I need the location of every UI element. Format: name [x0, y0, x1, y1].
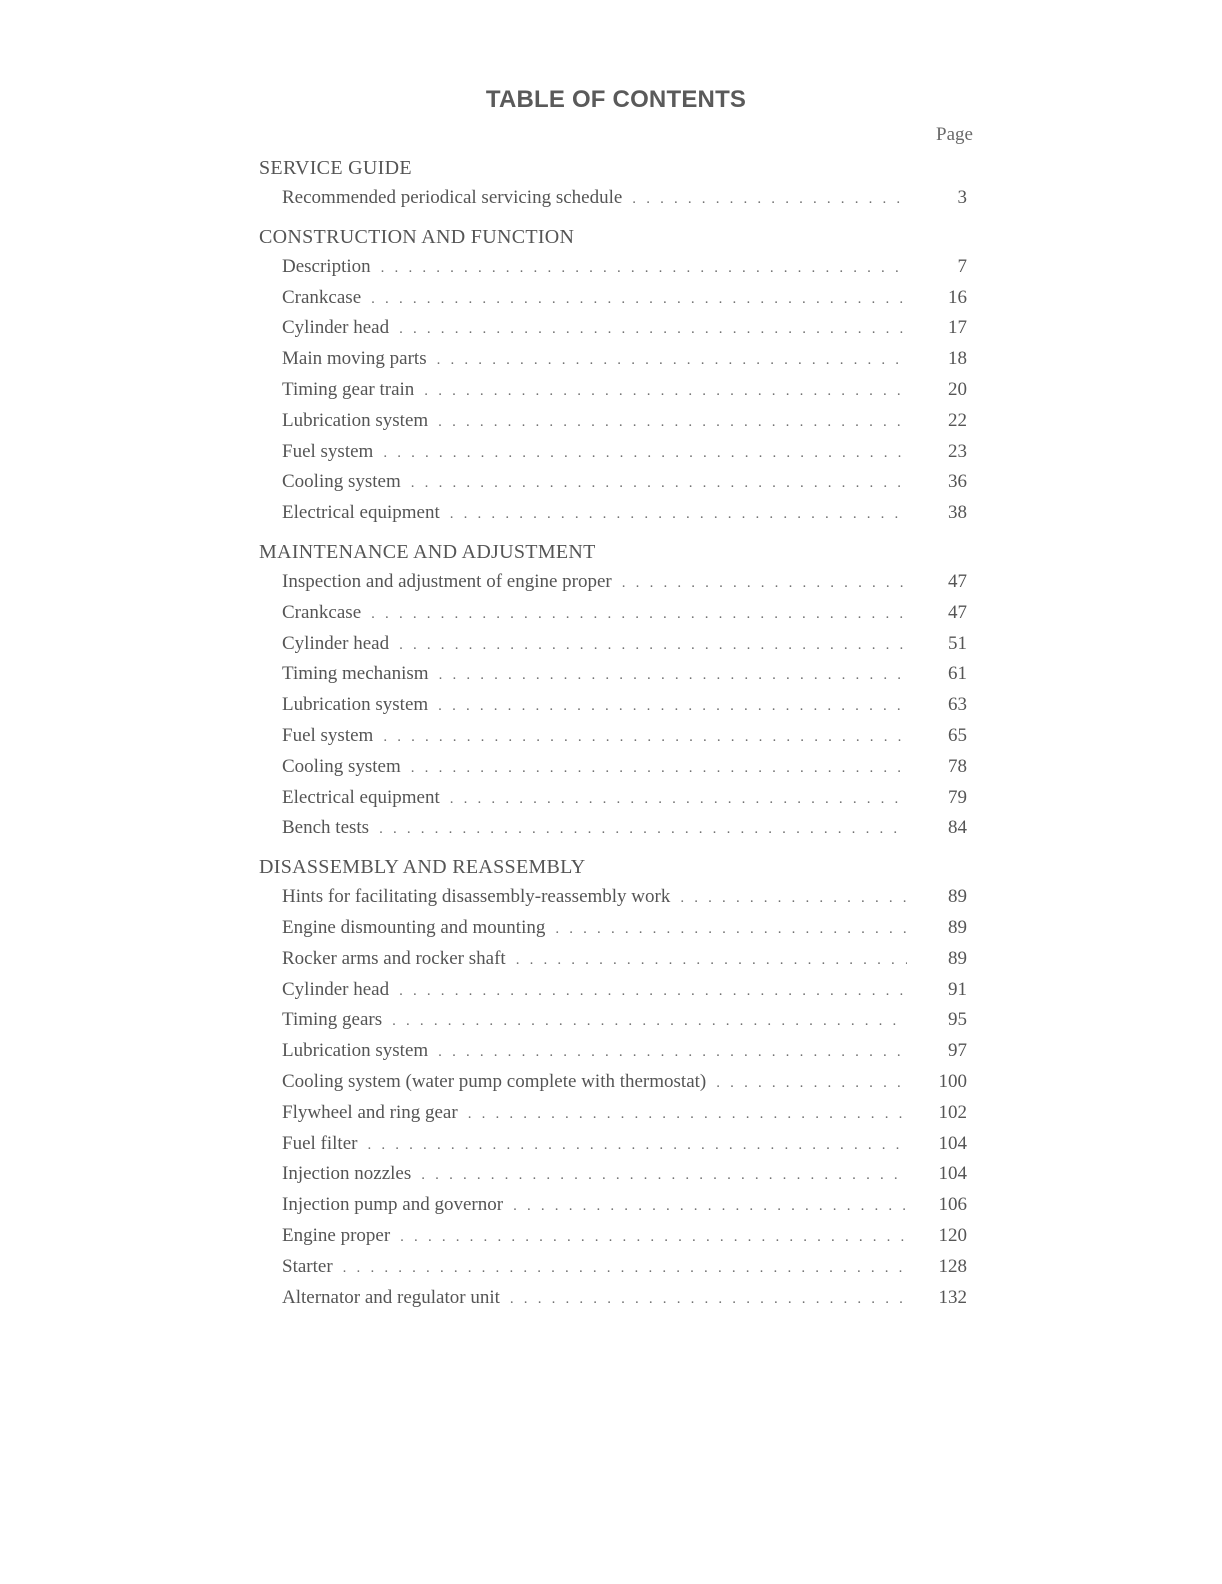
- toc-entry[interactable]: [259, 1159, 971, 1190]
- toc-entry-page-number: 63: [948, 694, 967, 716]
- toc-entry[interactable]: [259, 467, 971, 498]
- dot-leader: [421, 1160, 907, 1191]
- dot-leader: [438, 407, 907, 438]
- dot-leader: [399, 630, 907, 661]
- toc-entry-label: Timing gear train: [282, 378, 415, 400]
- toc-entry-label: Lubrication system: [282, 1040, 429, 1062]
- toc-entry-label: Description: [282, 255, 371, 277]
- toc-entry-label: Electrical equipment: [282, 786, 440, 808]
- toc-entry-page-number: 47: [948, 601, 967, 623]
- toc-entry-page-number: 128: [938, 1255, 967, 1277]
- toc-entry-page-number: 17: [948, 317, 967, 339]
- toc-entry-label: Rocker arms and rocker shaft: [282, 947, 506, 969]
- toc-entry[interactable]: [259, 721, 971, 752]
- toc-entry-page-number: 51: [948, 632, 967, 654]
- toc-entry[interactable]: [259, 406, 971, 437]
- toc-entry-label: Inspection and adjustment of engine proper: [282, 570, 612, 592]
- dot-leader: [716, 1068, 907, 1099]
- toc-entry[interactable]: [259, 690, 971, 721]
- toc-entry-page-number: 91: [948, 978, 967, 1000]
- toc-entry[interactable]: [259, 1129, 971, 1160]
- section-title: CONSTRUCTION AND FUNCTION: [259, 225, 575, 248]
- toc-entry-page-number: 89: [948, 886, 967, 908]
- toc-entry-label: Engine dismounting and mounting: [282, 916, 546, 938]
- dot-leader: [400, 1222, 907, 1253]
- section-title: MAINTENANCE AND ADJUSTMENT: [259, 540, 596, 563]
- toc-entry[interactable]: [259, 252, 971, 283]
- toc-entry-page-number: 23: [948, 440, 967, 462]
- toc-entry-label: Timing gears: [282, 1009, 383, 1031]
- section-gap: [259, 214, 971, 222]
- section-title: SERVICE GUIDE: [259, 157, 412, 179]
- toc-entry-label: Flywheel and ring gear: [282, 1101, 458, 1123]
- toc-entry-page-number: 102: [938, 1101, 967, 1123]
- dot-leader: [437, 345, 907, 376]
- dot-leader: [379, 814, 907, 845]
- toc-entry-page-number: 120: [938, 1224, 967, 1246]
- toc-entry[interactable]: [259, 913, 971, 944]
- toc-entry[interactable]: [259, 882, 971, 913]
- toc-entry-label: Cooling system: [282, 755, 401, 777]
- page-column-heading: Page: [936, 124, 973, 145]
- toc-entry-page-number: 47: [948, 570, 967, 592]
- toc-entry-label: Fuel system: [282, 440, 374, 462]
- toc-entry-page-number: 100: [938, 1070, 967, 1092]
- toc-entry-page-number: 97: [948, 1040, 967, 1062]
- dot-leader: [680, 883, 907, 914]
- dot-leader: [450, 784, 907, 815]
- toc-entry[interactable]: [259, 313, 971, 344]
- toc-entry[interactable]: [259, 1005, 971, 1036]
- toc-entry[interactable]: [259, 629, 971, 660]
- toc-entry-page-number: 104: [938, 1163, 967, 1185]
- toc-entry[interactable]: [259, 659, 971, 690]
- toc-entry-page-number: 22: [948, 409, 967, 431]
- toc-entry-label: Cooling system (water pump complete with thermostat): [282, 1070, 707, 1092]
- toc-entry-page-number: 89: [948, 916, 967, 938]
- toc-entry[interactable]: [259, 437, 971, 468]
- toc-entry-label: Timing mechanism: [282, 663, 429, 685]
- toc-entry[interactable]: [259, 752, 971, 783]
- dot-leader: [371, 284, 907, 315]
- toc-entry-label: Starter: [282, 1255, 333, 1277]
- toc-entry-page-number: 89: [948, 947, 967, 969]
- toc-entry-page-number: 16: [948, 286, 967, 308]
- toc-entry[interactable]: [259, 1036, 971, 1067]
- toc-entry-label: Hints for facilitating disassembly-reassembly work: [282, 886, 671, 908]
- toc-entry[interactable]: [259, 944, 971, 975]
- section-gap: [259, 529, 971, 537]
- toc-entry[interactable]: [259, 1221, 971, 1252]
- dot-leader: [424, 376, 907, 407]
- dot-leader: [343, 1253, 907, 1284]
- table-of-contents: [259, 153, 971, 1313]
- toc-entry[interactable]: [259, 1067, 971, 1098]
- toc-entry-page-number: 7: [957, 255, 967, 277]
- dot-leader: [438, 1037, 907, 1068]
- toc-entry[interactable]: [259, 283, 971, 314]
- toc-entry[interactable]: [259, 1252, 971, 1283]
- dot-leader: [371, 599, 907, 630]
- toc-entry-label: Cylinder head: [282, 978, 390, 1000]
- dot-leader: [399, 314, 907, 345]
- toc-entry[interactable]: [259, 598, 971, 629]
- dot-leader: [622, 568, 907, 599]
- toc-entry-label: Bench tests: [282, 817, 370, 839]
- dot-leader: [632, 184, 907, 215]
- dot-leader: [510, 1284, 907, 1315]
- toc-entry-label: Lubrication system: [282, 694, 429, 716]
- toc-entry-label: Fuel filter: [282, 1132, 358, 1154]
- toc-entry-page-number: 79: [948, 786, 967, 808]
- toc-entry-label: Crankcase: [282, 601, 362, 623]
- toc-entry-page-number: 84: [948, 817, 967, 839]
- dot-leader: [439, 660, 907, 691]
- dot-leader: [383, 722, 907, 753]
- dot-leader: [392, 1006, 907, 1037]
- toc-entry-page-number: 36: [948, 471, 967, 493]
- toc-entry-label: Recommended periodical servicing schedule: [282, 187, 623, 208]
- toc-entry-label: Engine proper: [282, 1224, 391, 1246]
- section-gap: [259, 844, 971, 852]
- toc-entry-label: Cylinder head: [282, 317, 390, 339]
- dot-leader: [516, 945, 907, 976]
- toc-entry-label: Cylinder head: [282, 632, 390, 654]
- toc-entry-label: Alternator and regulator unit: [282, 1286, 500, 1308]
- dot-leader: [450, 499, 907, 530]
- toc-entry-label: Crankcase: [282, 286, 362, 308]
- toc-entry-page-number: 65: [948, 724, 967, 746]
- toc-entry-page-number: 106: [938, 1194, 967, 1216]
- toc-entry-label: Lubrication system: [282, 409, 429, 431]
- toc-entry-label: Injection nozzles: [282, 1163, 412, 1185]
- toc-entry-page-number: 132: [938, 1286, 967, 1308]
- toc-entry-page-number: 38: [948, 502, 967, 524]
- dot-leader: [555, 914, 907, 945]
- toc-entry-label: Main moving parts: [282, 348, 427, 370]
- toc-entry-page-number: 18: [948, 348, 967, 370]
- toc-entry[interactable]: [259, 975, 971, 1006]
- dot-leader: [383, 438, 907, 469]
- dot-leader: [468, 1099, 907, 1130]
- toc-entry-label: Electrical equipment: [282, 502, 440, 524]
- toc-entry[interactable]: [259, 1098, 971, 1129]
- toc-entry-page-number: 61: [948, 663, 967, 685]
- toc-entry-label: Injection pump and governor: [282, 1194, 504, 1216]
- toc-entry[interactable]: [259, 498, 971, 529]
- toc-entry-page-number: 104: [938, 1132, 967, 1154]
- toc-entry-label: Fuel system: [282, 724, 374, 746]
- toc-entry-page-number: 20: [948, 378, 967, 400]
- toc-entry-label: Cooling system: [282, 471, 401, 493]
- dot-leader: [411, 753, 907, 784]
- toc-entry[interactable]: [259, 567, 971, 598]
- page-title: TABLE OF CONTENTS: [485, 86, 747, 113]
- dot-leader: [367, 1130, 907, 1161]
- toc-entry-page-number: 3: [957, 187, 967, 208]
- toc-entry[interactable]: [259, 783, 971, 814]
- toc-entry[interactable]: [259, 1283, 971, 1314]
- toc-entry[interactable]: [259, 344, 971, 375]
- toc-entry[interactable]: [259, 813, 971, 844]
- dot-leader: [411, 468, 907, 499]
- dot-leader: [381, 253, 907, 284]
- toc-entry[interactable]: [259, 1190, 971, 1221]
- dot-leader: [399, 976, 907, 1007]
- toc-entry-page-number: 78: [948, 755, 967, 777]
- toc-entry[interactable]: [259, 375, 971, 406]
- section-title: DISASSEMBLY AND REASSEMBLY: [259, 856, 586, 879]
- toc-entry-page-number: 95: [948, 1009, 967, 1031]
- toc-entry[interactable]: [259, 183, 971, 214]
- dot-leader: [438, 691, 907, 722]
- dot-leader: [513, 1191, 907, 1222]
